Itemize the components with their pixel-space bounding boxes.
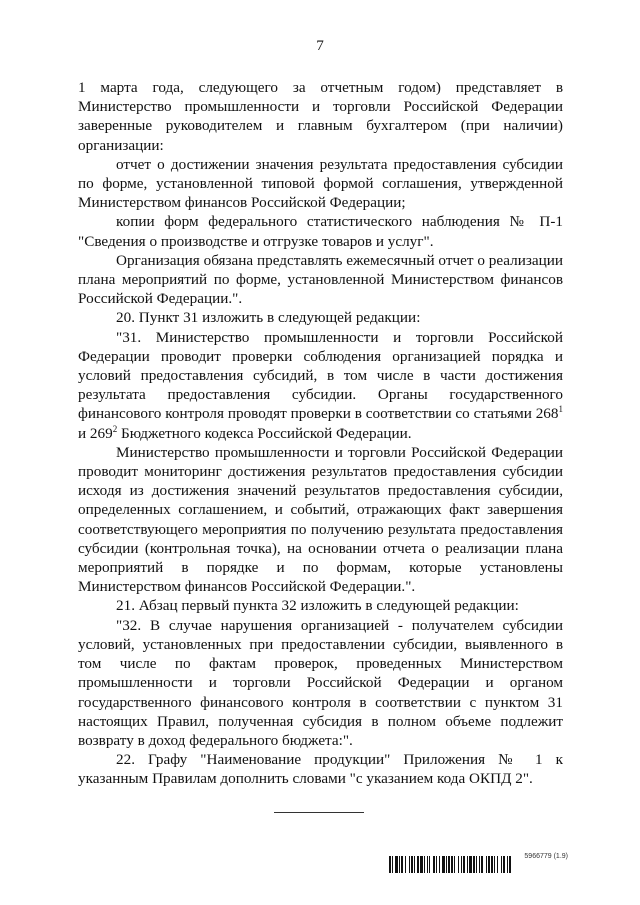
barcode bbox=[389, 856, 568, 873]
paragraph: 22. Графу "Наименование продукции" Приложения № 1 к указанным Правилам дополнить словами "с указанием кода ОКПД 2". bbox=[78, 751, 563, 788]
end-divider bbox=[274, 812, 364, 813]
document-body bbox=[78, 78, 563, 789]
paragraph: Министерство промышленности и торговли Российской Федерации проводит мониторинг достижения результатов предоставления субсидии исходя из достижения значений результатов предоставления субсидии, определенных соглашением, и событий, отражающих факт завершения соответствующего мероприятия по получению результата предоставления субсидии (контрольная точка), на основании отчета о реализации плана мероприятий в порядке и по формам, которые установлены Министерством финансов Российской Федерации.". bbox=[78, 443, 563, 596]
paragraph: Организация обязана представлять ежемесячный отчет о реализации плана мероприятий по форме, установленной Министерством финансов Российской Федерации.". bbox=[78, 251, 563, 308]
document-code: 5966779 (1.9) bbox=[524, 853, 568, 860]
paragraph: 21. Абзац первый пункта 32 изложить в следующей редакции: bbox=[116, 597, 519, 615]
superscript: 2 bbox=[112, 423, 118, 434]
barcode-bar bbox=[511, 856, 512, 873]
page-number: 7 bbox=[316, 37, 324, 54]
paragraph: отчет о достижении значения результата предоставления субсидии по форме, установленной типовой формой соглашения, утвержденной Министерством финансов Российской Федерации; bbox=[78, 155, 563, 212]
paragraph-text: "31. Министерство промышленности и торговли Российской Федерации проводит проверки соблюдения организацией порядка и условий предоставления субсидий, в том числе в части достижения результата предоставления субсидии. Органы государственного финансового контроля проводят проверки в соответствии со статьями 268 bbox=[78, 328, 563, 423]
paragraph-with-footnotes bbox=[78, 328, 563, 443]
paragraph: 20. Пункт 31 изложить в следующей редакции: bbox=[116, 309, 421, 327]
paragraph: 1 марта года, следующего за отчетным годом) представляет в Министерство промышленности и торговли Российской Федерации заверенные руководителем и главным бухгалтером (при наличии) организации: bbox=[78, 79, 563, 154]
paragraph: копии форм федерального статистического наблюдения № П-1 "Сведения о производстве и отгрузке товаров и услуг". bbox=[78, 213, 563, 250]
paragraph-text: и 269 bbox=[78, 424, 113, 442]
paragraph-text: Бюджетного кодекса Российской Федерации. bbox=[117, 424, 412, 442]
paragraph: "32. В случае нарушения организацией - получателем субсидии условий, установленных при предоставлении субсидии, выявленного в том числе по фактам проверок, проведенных Министерством промышленности и торговли Российской Федерации и органом государственного финансового контроля в соответствии с пунктом 31 настоящих Правил, полученная субсидия в полном объеме подлежит возврату в доход федерального бюджета:". bbox=[78, 616, 563, 749]
superscript: 1 bbox=[558, 404, 563, 415]
